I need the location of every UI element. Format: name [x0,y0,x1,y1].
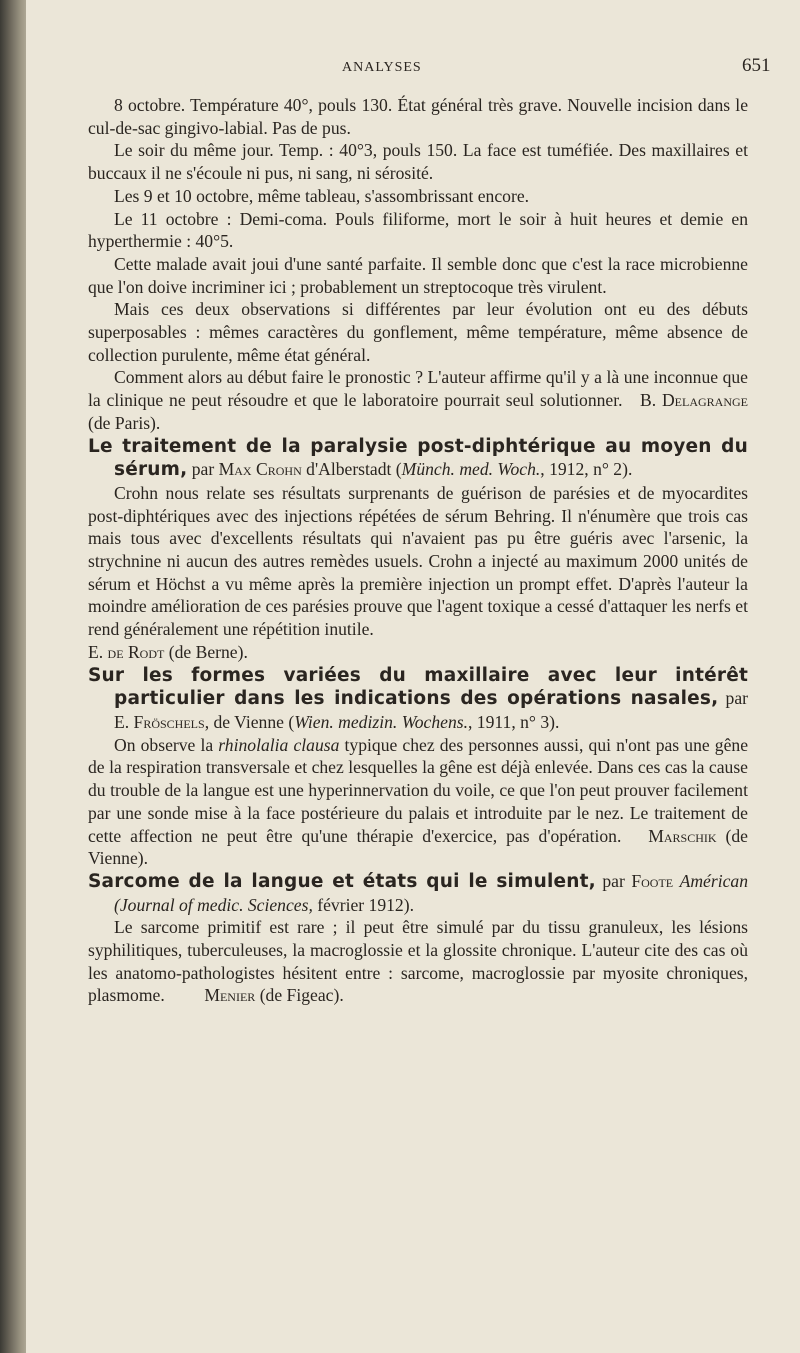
article-body [88,916,748,1007]
article-author: Foote [631,870,674,891]
author-prefix: par [595,870,632,891]
article-heading [88,435,748,482]
journal-name: Américan (Journal of medic. Sciences, [114,870,748,915]
signature-place: (de Paris). [88,412,161,433]
page-number: 651 [742,55,771,76]
running-title: ANALYSES [342,60,422,75]
journal-reference: février 1912). [312,894,414,915]
signature [88,641,748,664]
article-heading [88,664,748,734]
author-origin: , de Vienne ( [204,711,295,732]
emphasized-term: rhinolalia clausa [218,734,340,755]
body-text: On observe la [114,734,219,755]
signature-place: (de Figeac). [255,985,344,1006]
signature-name: Menier [204,985,256,1006]
signature-name: Marschik [648,825,717,846]
paragraph: 8 octobre. Température 40°, pouls 130. État général très grave. Nouvelle incision dans le cul-de-sac gingivo-labial. Pas de pus. [88,95,748,138]
journal-name: Münch. med. Woch. [401,459,541,480]
running-header [0,57,800,81]
author-origin: d'Alberstadt ( [301,459,402,480]
article-author: Fröschels [133,711,205,732]
article-title: Sur les formes variées du maxillaire avec leur intérêt particulier dans les indications des opérations nasales, [88,664,748,710]
signature-place: (de Vienne). [88,825,748,869]
author-prefix: par [187,459,219,480]
paragraph: Les 9 et 10 octobre, même tableau, s'assombrissant encore. [114,185,530,206]
body-text: Le sarcome primitif est rare ; il peut être simulé par du tissu granuleux, les lésions syphilitiques, tuberculeuses, la macroglossie et la glossite chronique. L'auteur cite des cas où les anatomo-pathologistes hésitent entre : sarcome, macroglossie par myosite chroniques, plasmome. [88,917,748,1006]
article-body [88,734,748,870]
journal-reference: , 1912, n° 2). [540,459,633,480]
article-heading [88,870,748,916]
paragraph [88,366,748,434]
article-title: Sarcome de la langue et états qui le simulent, [88,870,596,892]
journal-reference: , 1911, n° 3). [468,711,560,732]
signature-name: E. de Rodt [88,641,165,662]
paragraph: Le soir du même jour. Temp. : 40°3, pouls 150. La face est tuméfiée. Des maxillaires et buccaux il ne s'écoule ni pus, ni sang, ni sérosité. [88,140,748,184]
paragraph: Cette malade avait joui d'une santé parfaite. Il semble donc que c'est la race microbienne que l'on doive incriminer ici ; probablement un streptocoque très virulent. [88,253,748,297]
page-body [88,94,748,1007]
article-author: Max Crohn [218,459,302,480]
journal-name: Wien. medizin. Wochens. [294,711,468,732]
paragraph: Mais ces deux observations si différentes par leur évolution ont eu des débuts superposables : mêmes caractères du gonflement, même température, même absence de collection purulente, même état général. [88,299,748,365]
article-title: Le traitement de la paralysie post-diphtérique au moyen du sérum, [88,435,748,481]
signature-place: (de Berne). [164,641,248,662]
paragraph: Le 11 octobre : Demi-coma. Pouls filiforme, mort le soir à huit heures et demie en hyperthermie : 40°5. [88,208,748,252]
author-prefix: par E. [114,688,748,732]
body-text: typique chez des personnes aussi, qui n'ont pas une gêne de la respiration transversale et chez lesquelles la gêne est déjà enlevée. Dans ces cas la cause du trouble de la langue est une hyperinnervation du voile, ce que l'on peut prouver facilement par une sonde mise à la face postérieure du palais et introduite par le nez. Le traitement de cette affection ne peut être qu'une thérapie d'exercice, pas d'opération. [88,734,749,846]
paragraph-text: Comment alors au début faire le pronostic ? L'auteur affirme qu'il y a là une inconnue que la clinique ne peut résoudre et que le laboratoire pourrait seul solutionner. [88,367,748,411]
article-body: Crohn nous relate ses résultats surprenants de guérison de parésies et de myocardites post-diphtériques avec des injections répétées de sérum Behring. Il n'énumère que trois cas mais tous avec d'excellents résultats qui n'avaient pas pu être guéris avec l'arsenic, la strychnine ni aucun des autres remèdes usuels. Crohn a injecté au maximum 2000 unités de sérum et Höchst a vu même après la première injection un prompt effet. D'après l'auteur la moindre amélioration de ces parésies prouve que l'agent toxique a cessé d'attaquer les nerfs et rend généralement une répétition inutile. [88,482,748,640]
signature-name: B. Delagrange [640,390,749,411]
